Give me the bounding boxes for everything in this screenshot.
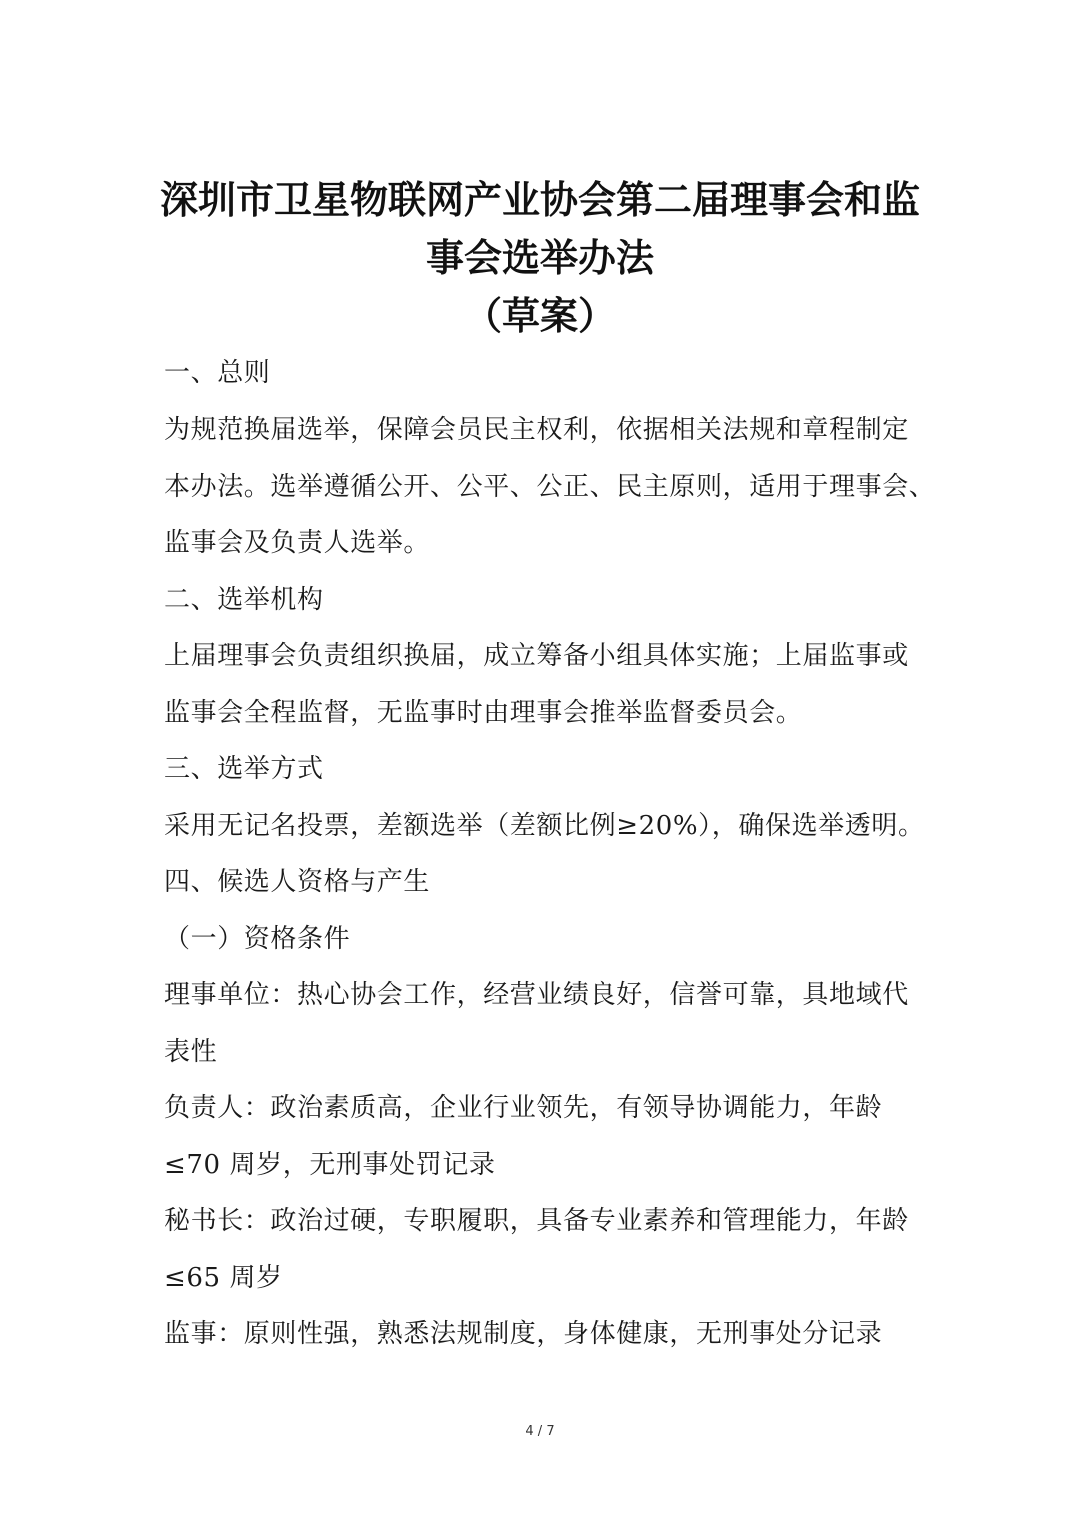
paragraph-line: 监事：原则性强，熟悉法规制度，身体健康，无刑事处分记录 xyxy=(164,1319,883,1349)
paragraph-line: 秘书长：政治过硬，专职履职，具备专业素养和管理能力，年龄 xyxy=(164,1206,909,1236)
section-heading-election-method: 三、选举方式 xyxy=(164,754,324,784)
subsection-heading-qualifications: （一）资格条件 xyxy=(164,924,351,954)
paragraph-line: 采用无记名投票，差额选举（差额比例≥20%），确保选举透明。 xyxy=(164,811,925,841)
paragraph-line: 表性 xyxy=(164,1037,218,1067)
paragraph-line: ≤70 周岁，无刑事处罚记录 xyxy=(164,1150,496,1180)
paragraph-line: 上届理事会负责组织换届，成立筹备小组具体实施；上届监事或 xyxy=(164,641,909,671)
paragraph-line: 负责人：政治素质高，企业行业领先，有领导协调能力，年龄 xyxy=(164,1093,883,1123)
paragraph-line: 监事会及负责人选举。 xyxy=(164,528,431,558)
paragraph-line: 为规范换届选举，保障会员民主权利，依据相关法规和章程制定 xyxy=(164,415,909,445)
paragraph-line: 理事单位：热心协会工作，经营业绩良好，信誉可靠，具地域代 xyxy=(164,980,909,1010)
section-heading-election-body: 二、选举机构 xyxy=(164,585,324,615)
document-title-line-2: 事会选举办法 xyxy=(425,236,654,280)
document-title-line-1: 深圳市卫星物联网产业协会第二届理事会和监 xyxy=(159,178,920,222)
paragraph-line: 监事会全程监督，无监事时由理事会推举监督委员会。 xyxy=(164,698,803,728)
section-heading-general: 一、总则 xyxy=(164,358,271,388)
section-heading-candidates: 四、候选人资格与产生 xyxy=(164,867,431,897)
page-indicator: 4 / 7 xyxy=(525,1424,555,1439)
document-subtitle: （草案） xyxy=(463,294,616,338)
paragraph-line: 本办法。选举遵循公开、公平、公正、民主原则，适用于理事会、 xyxy=(164,472,936,502)
paragraph-line: ≤65 周岁 xyxy=(164,1263,283,1293)
